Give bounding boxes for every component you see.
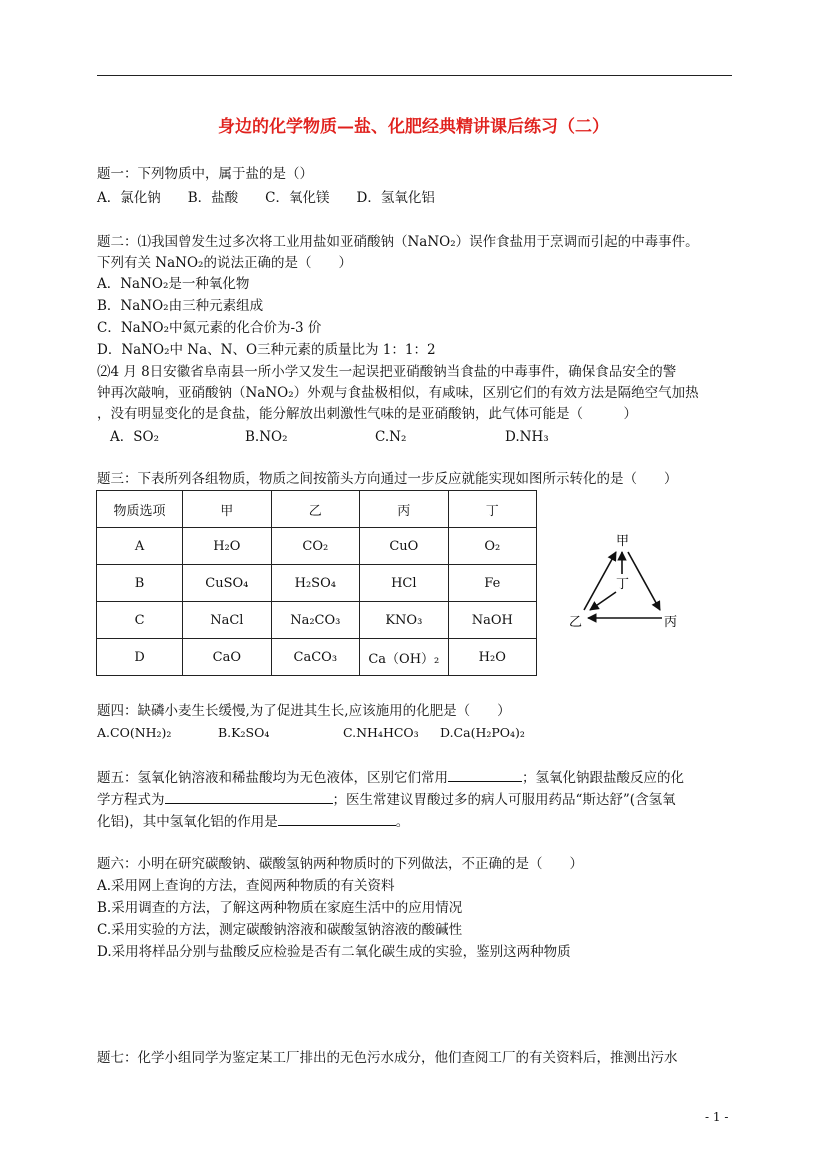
q5-line-1 xyxy=(97,768,684,787)
q4-option-d: D.Ca(H₂PO₄)₂ xyxy=(440,725,525,740)
q4-option-c: C.NH₄HCO₃ xyxy=(343,725,419,740)
table-row xyxy=(97,602,537,639)
node-yi: 乙 xyxy=(569,615,583,630)
arrow-yi-to-jia xyxy=(584,552,616,610)
q5-text-1b: ；氢氧化钠跟盐酸反应的化 xyxy=(522,770,684,786)
q1-options: A．氯化钠 B．盐酸 C．氧化镁 D．氢氧化铝 xyxy=(97,190,435,206)
table-cell: D xyxy=(97,639,183,676)
table-cell: A xyxy=(97,528,183,565)
q2-part2-option-c: C.N₂ xyxy=(375,429,407,445)
table-cell: Fe xyxy=(448,565,536,602)
table-cell: NaCl xyxy=(183,602,271,639)
q5-text-2a: 学方程式为 xyxy=(97,792,165,808)
q2-stem-1: 题二：⑴我国曾发生过多次将工业用盐如亚硝酸钠（NaNO₂）误作食盐用于烹调而引起的中毒事件。 xyxy=(97,234,699,250)
arrow-ding-to-yi xyxy=(590,592,616,610)
table-cell: HCl xyxy=(360,565,449,602)
q4-option-a: A.CO(NH₂)₂ xyxy=(97,725,172,740)
table-header-cell: 乙 xyxy=(271,491,360,528)
q1-stem: 题一：下列物质中，属于盐的是（） xyxy=(97,166,313,182)
table-header-cell: 甲 xyxy=(183,491,271,528)
table-row xyxy=(97,639,537,676)
table-cell: CuSO₄ xyxy=(183,565,271,602)
q4-option-b: B.K₂SO₄ xyxy=(218,725,270,740)
table-cell: H₂O xyxy=(448,639,536,676)
q2-part2-line1: ⑵4 月 8日安徽省阜南县一所小学又发生一起误把亚硝酸钠当食盐的中毒事件，确保食品安全的警 xyxy=(97,364,677,380)
node-ding: 丁 xyxy=(616,577,630,592)
node-bing: 丙 xyxy=(664,615,678,630)
q5-blank-1[interactable] xyxy=(448,768,522,782)
q2-part2-option-a: A．SO₂ xyxy=(110,429,159,445)
table-cell: H₂SO₄ xyxy=(271,565,360,602)
table-cell: H₂O xyxy=(183,528,271,565)
q3-table xyxy=(96,490,537,676)
table-cell: NaOH xyxy=(448,602,536,639)
table-header-cell: 丁 xyxy=(448,491,536,528)
q5-blank-3[interactable] xyxy=(278,812,396,826)
table-row xyxy=(97,528,537,565)
q5-text-3a: 化铝)，其中氢氧化铝的作用是 xyxy=(97,814,278,830)
table-header-cell: 丙 xyxy=(360,491,449,528)
page-number: - 1 - xyxy=(705,1110,729,1124)
q7-stem: 题七：化学小组同学为鉴定某工厂排出的无色污水成分，他们查阅工厂的有关资料后，推测出污水 xyxy=(97,1050,678,1066)
table-row xyxy=(97,565,537,602)
q4-stem: 题四：缺磷小麦生长缓慢,为了促进其生长,应该施用的化肥是（ ） xyxy=(97,703,511,719)
arrow-jia-to-bing xyxy=(628,552,660,610)
q5-line-3 xyxy=(97,812,409,831)
q6-option-c: C.采用实验的方法，测定碳酸钠溶液和碳酸氢钠溶液的酸碱性 xyxy=(97,922,463,938)
q5-text-3b: 。 xyxy=(395,814,410,830)
table-cell: KNO₃ xyxy=(360,602,449,639)
q2-option-b: B．NaNO₂由三种元素组成 xyxy=(97,298,264,314)
table-cell: C xyxy=(97,602,183,639)
table-cell: Ca（OH）₂ xyxy=(360,639,449,676)
node-jia: 甲 xyxy=(616,534,630,549)
table-cell: Na₂CO₃ xyxy=(271,602,360,639)
table-cell: CaO xyxy=(183,639,271,676)
table-cell: CO₂ xyxy=(271,528,360,565)
q2-part2-line2: 钟再次敲响，亚硝酸钠（NaNO₂）外观与食盐极相似，有咸味，区别它们的有效方法是隔绝空气加热 xyxy=(97,385,699,401)
q2-stem-2: 下列有关 NaNO₂的说法正确的是（ ） xyxy=(97,255,352,271)
q2-part2-line3: ，没有明显变化的是食盐，能分解放出刺激性气味的是亚硝酸钠，此气体可能是（ ） xyxy=(97,406,637,422)
table-header-cell: 物质选项 xyxy=(97,491,183,528)
q5-text-1a: 题五：氢氧化钠溶液和稀盐酸均为无色液体，区别它们常用 xyxy=(97,770,448,786)
q3-conversion-diagram xyxy=(566,530,686,635)
q6-option-b: B.采用调查的方法，了解这两种物质在家庭生活中的应用情况 xyxy=(97,900,463,916)
table-header-row xyxy=(97,491,537,528)
q3-stem: 题三：下表所列各组物质，物质之间按箭头方向通过一步反应就能实现如图所示转化的是（ ） xyxy=(97,471,678,487)
q2-part2-option-d: D.NH₃ xyxy=(505,429,549,445)
q5-text-2b: ；医生常建议胃酸过多的病人可服用药品“斯达舒”(含氢氧 xyxy=(332,792,676,808)
q2-option-d: D．NaNO₂中 Na、N、O三种元素的质量比为 1：1：2 xyxy=(97,342,436,358)
q5-blank-2[interactable] xyxy=(165,790,333,804)
table-cell: CuO xyxy=(360,528,449,565)
q6-option-a: A.采用网上查询的方法，查阅两种物质的有关资料 xyxy=(97,878,395,894)
page-title: 身边的化学物质—盐、化肥经典精讲课后练习（二） xyxy=(218,117,609,137)
q2-option-c: C．NaNO₂中氮元素的化合价为-3 价 xyxy=(97,320,322,336)
header-rule xyxy=(97,75,732,76)
table-cell: B xyxy=(97,565,183,602)
q2-option-a: A．NaNO₂是一种氧化物 xyxy=(97,276,250,292)
q5-line-2 xyxy=(97,790,676,809)
q2-part2-option-b: B.NO₂ xyxy=(245,429,288,445)
q6-stem: 题六：小明在研究碳酸钠、碳酸氢钠两种物质时的下列做法，不正确的是（ ） xyxy=(97,856,583,872)
table-cell: O₂ xyxy=(448,528,536,565)
q6-option-d: D.采用将样品分别与盐酸反应检验是否有二氧化碳生成的实验，鉴别这两种物质 xyxy=(97,944,571,960)
table-cell: CaCO₃ xyxy=(271,639,360,676)
